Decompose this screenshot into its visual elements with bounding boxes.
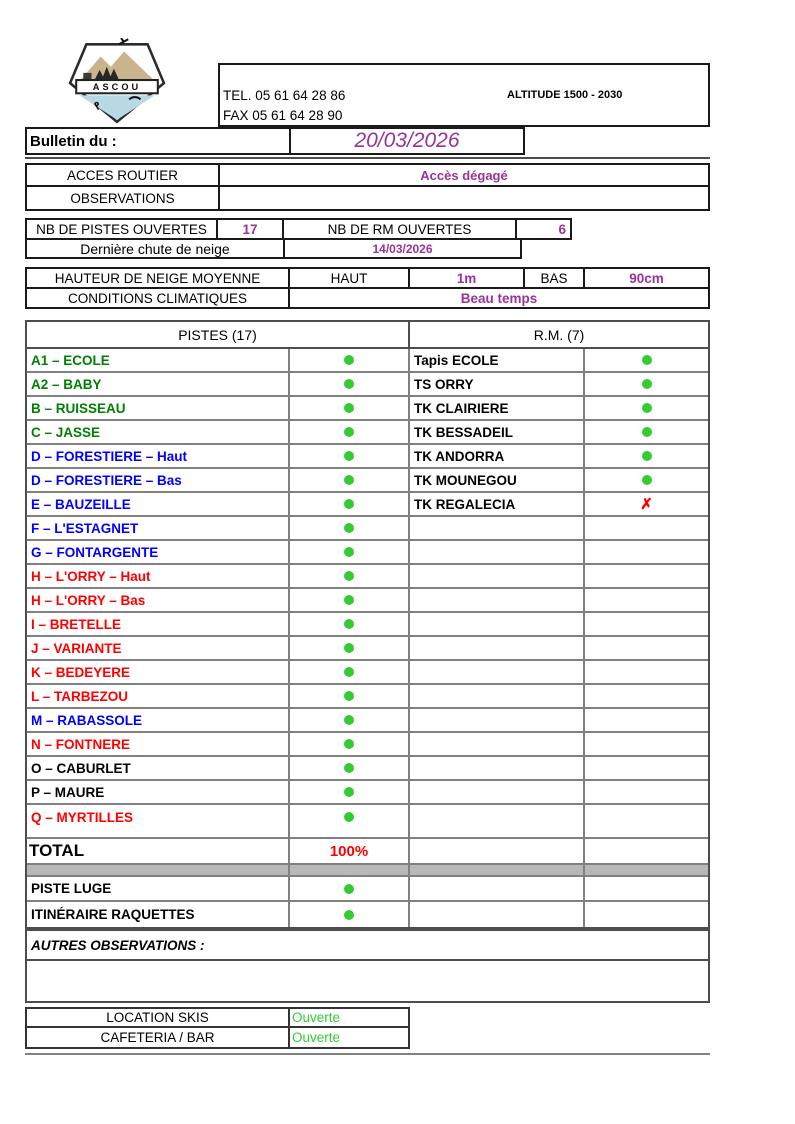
open-status-dot	[344, 595, 354, 605]
open-status-dot	[344, 475, 354, 485]
piste-rm-row	[27, 781, 708, 805]
piste-rm-row	[27, 709, 708, 733]
access-box	[25, 163, 710, 211]
rm-status-cell	[585, 589, 708, 611]
rm-status-cell	[585, 637, 708, 659]
open-status-dot	[642, 379, 652, 389]
rm-status-cell	[585, 517, 708, 539]
nb-pistes-value: 17	[218, 220, 284, 238]
empty-cell	[410, 902, 585, 927]
rm-name	[410, 709, 585, 731]
rm-name	[410, 541, 585, 563]
last-snowfall-row	[25, 238, 522, 259]
piste-name: C – JASSE	[27, 421, 290, 443]
rm-name	[410, 565, 585, 587]
rm-name: TK CLAIRIERE	[410, 397, 585, 419]
total-label: TOTAL	[27, 839, 290, 863]
piste-name: J – VARIANTE	[27, 637, 290, 659]
open-status-dot	[344, 619, 354, 629]
rm-name	[410, 589, 585, 611]
piste-rm-row	[27, 733, 708, 757]
open-status-dot	[642, 451, 652, 461]
cafeteria-bar-value: Ouverte	[292, 1030, 341, 1045]
rm-name: TK BESSADEIL	[410, 421, 585, 443]
piste-rm-row	[27, 349, 708, 373]
open-status-dot	[344, 379, 354, 389]
piste-status-cell	[290, 469, 410, 491]
piste-status-cell	[290, 349, 410, 371]
other-observations-label: AUTRES OBSERVATIONS :	[27, 931, 708, 961]
piste-status-cell	[290, 541, 410, 563]
extra-activity-label: ITINÉRAIRE RAQUETTES	[27, 902, 290, 927]
extra-rows-container	[27, 877, 708, 927]
rm-header: R.M. (7)	[533, 326, 585, 343]
closed-status-icon: ✗	[640, 495, 653, 513]
rm-name: TK MOUNEGOU	[410, 469, 585, 491]
rm-name: TK REGALECIA	[410, 493, 585, 515]
logo-text: ASCOU	[92, 82, 142, 93]
open-status-dot	[344, 787, 354, 797]
open-status-dot	[344, 691, 354, 701]
snow-height-row	[25, 267, 710, 289]
rm-name: TS ORRY	[410, 373, 585, 395]
rm-name: TK ANDORRA	[410, 445, 585, 467]
open-status-dot	[642, 355, 652, 365]
gray-cell	[27, 865, 290, 875]
snow-bottom-label: BAS	[525, 269, 585, 287]
nb-pistes-label: NB DE PISTES OUVERTES	[27, 220, 218, 238]
rm-name	[410, 781, 585, 803]
rm-name	[410, 613, 585, 635]
piste-rm-row	[27, 637, 708, 661]
empty-cell	[410, 877, 585, 900]
open-status-dot	[642, 427, 652, 437]
piste-status-cell	[290, 805, 410, 829]
piste-status-cell	[290, 517, 410, 539]
open-status-dot	[344, 715, 354, 725]
rm-name	[410, 733, 585, 755]
piste-status-cell	[290, 493, 410, 515]
piste-name: L – TARBEZOU	[27, 685, 290, 707]
location-skis-label: LOCATION SKIS	[27, 1009, 290, 1026]
piste-name: I – BRETELLE	[27, 613, 290, 635]
gray-cell	[585, 865, 708, 875]
piste-name: H – L'ORRY – Haut	[27, 565, 290, 587]
piste-rm-row	[27, 493, 708, 517]
piste-name: D – FORESTIERE – Haut	[27, 445, 290, 467]
rm-status-cell	[585, 805, 708, 829]
piste-name: O – CABURLET	[27, 757, 290, 779]
nb-rm-value: 6	[558, 221, 566, 237]
rm-name	[410, 637, 585, 659]
open-status-dot	[344, 739, 354, 749]
rm-name	[410, 685, 585, 707]
gray-cell	[410, 865, 585, 875]
piste-status-cell	[290, 613, 410, 635]
altitude-label: ALTITUDE 1500 - 2030	[507, 89, 623, 101]
rm-status-cell	[585, 421, 708, 443]
rm-status-cell	[585, 733, 708, 755]
rm-status-cell	[585, 493, 708, 515]
piste-name: N – FONTNERE	[27, 733, 290, 755]
pistes-rm-table	[25, 320, 710, 929]
piste-status-cell	[290, 421, 410, 443]
piste-status-cell	[290, 445, 410, 467]
piste-status-cell	[290, 637, 410, 659]
open-status-dot	[344, 523, 354, 533]
empty-cell	[585, 902, 708, 927]
location-skis-value: Ouverte	[292, 1010, 341, 1025]
piste-name: E – BAUZEILLE	[27, 493, 290, 515]
observations-row	[27, 187, 708, 209]
piste-name: B – RUISSEAU	[27, 397, 290, 419]
piste-status-cell	[290, 781, 410, 803]
hut-graphic	[83, 73, 91, 80]
piste-name: M – RABASSOLE	[27, 709, 290, 731]
weather-label: CONDITIONS CLIMATIQUES	[27, 289, 290, 307]
piste-name: F – L'ESTAGNET	[27, 517, 290, 539]
rm-name	[410, 517, 585, 539]
snow-bottom-value: 90cm	[629, 270, 664, 286]
piste-status-cell	[290, 397, 410, 419]
rm-status-cell	[585, 469, 708, 491]
piste-rm-row	[27, 541, 708, 565]
piste-rm-row	[27, 613, 708, 637]
rm-name: Tapis ECOLE	[410, 349, 585, 371]
piste-status-cell	[290, 685, 410, 707]
piste-status-cell	[290, 661, 410, 683]
open-status-dot	[344, 403, 354, 413]
rm-status-cell	[585, 685, 708, 707]
spacer-row	[27, 829, 708, 839]
extra-status-cell	[290, 902, 410, 927]
access-routier-row	[27, 165, 708, 187]
other-observations-value	[27, 961, 708, 1001]
pistes-header: PISTES (17)	[27, 322, 410, 347]
open-status-dot	[344, 451, 354, 461]
extra-status-cell	[290, 877, 410, 900]
rm-status-cell	[585, 397, 708, 419]
empty-cell	[27, 829, 290, 837]
piste-rows-container	[27, 349, 708, 829]
open-status-dot	[642, 403, 652, 413]
rm-status-cell	[585, 757, 708, 779]
rm-status-cell	[585, 781, 708, 803]
ascou-logo-badge	[66, 34, 168, 124]
piste-status-cell	[290, 709, 410, 731]
access-routier-label: ACCES ROUTIER	[27, 165, 220, 185]
snow-height-label: HAUTEUR DE NEIGE MOYENNE	[27, 269, 290, 287]
piste-name: H – L'ORRY – Bas	[27, 589, 290, 611]
empty-cell	[585, 839, 708, 863]
open-status-dot	[344, 427, 354, 437]
table-header-row	[27, 322, 708, 349]
piste-status-cell	[290, 589, 410, 611]
last-snowfall-label: Dernière chute de neige	[27, 240, 285, 257]
lake-graphic	[79, 95, 154, 119]
piste-name: D – FORESTIERE – Bas	[27, 469, 290, 491]
rm-name	[410, 661, 585, 683]
rm-status-cell	[585, 373, 708, 395]
piste-rm-row	[27, 661, 708, 685]
piste-name: P – MAURE	[27, 781, 290, 803]
snow-top-label: HAUT	[290, 269, 410, 287]
piste-status-cell	[290, 373, 410, 395]
open-status-dot	[344, 667, 354, 677]
open-status-dot	[344, 571, 354, 581]
piste-rm-row	[27, 589, 708, 613]
open-status-dot	[344, 910, 354, 920]
section-divider	[25, 157, 710, 159]
rm-name	[410, 805, 585, 829]
open-status-dot	[344, 499, 354, 509]
rm-status-cell	[585, 661, 708, 683]
extra-activity-row	[27, 877, 708, 902]
counts-row	[25, 218, 572, 240]
empty-cell	[585, 829, 708, 837]
other-observations-box	[25, 929, 710, 1003]
rm-status-cell	[585, 445, 708, 467]
piste-rm-row	[27, 685, 708, 709]
open-status-dot	[344, 763, 354, 773]
piste-name: G – FONTARGENTE	[27, 541, 290, 563]
nb-rm-label: NB DE RM OUVERTES	[284, 220, 517, 238]
piste-name: Q – MYRTILLES	[27, 805, 290, 829]
piste-rm-row	[27, 757, 708, 781]
access-routier-value: Accès dégagé	[420, 167, 508, 183]
rm-status-cell	[585, 349, 708, 371]
piste-status-cell	[290, 757, 410, 779]
piste-rm-row	[27, 397, 708, 421]
weather-row	[25, 287, 710, 309]
piste-name: A1 – ECOLE	[27, 349, 290, 371]
extra-activity-label: PISTE LUGE	[27, 877, 290, 900]
rm-status-cell	[585, 613, 708, 635]
services-box	[25, 1007, 410, 1049]
piste-status-cell	[290, 733, 410, 755]
total-value: 100%	[290, 839, 410, 863]
rm-name	[410, 757, 585, 779]
bulletin-date: 20/03/2026	[290, 127, 525, 155]
open-status-dot	[344, 812, 354, 822]
piste-rm-row	[27, 373, 708, 397]
open-status-dot	[344, 884, 354, 894]
fax-line: FAX 05 61 64 28 90	[223, 108, 343, 123]
rm-status-cell	[585, 541, 708, 563]
empty-cell	[290, 829, 410, 837]
last-snowfall-date: 14/03/2026	[372, 241, 433, 256]
rm-status-cell	[585, 709, 708, 731]
open-status-dot	[344, 643, 354, 653]
open-status-dot	[642, 475, 652, 485]
piste-rm-row	[27, 469, 708, 493]
empty-cell	[585, 877, 708, 900]
snow-top-value: 1m	[410, 269, 525, 287]
piste-rm-row	[27, 445, 708, 469]
bulletin-label: Bulletin du :	[25, 127, 290, 155]
piste-rm-row	[27, 565, 708, 589]
piste-name: A2 – BABY	[27, 373, 290, 395]
ascou-logo	[66, 34, 168, 124]
observations-value	[220, 187, 708, 209]
piste-name: K – BEDEYERE	[27, 661, 290, 683]
open-status-dot	[344, 355, 354, 365]
bottom-border-line	[25, 1053, 710, 1055]
extra-activity-row	[27, 902, 708, 927]
contact-box	[218, 63, 710, 127]
location-skis-row	[27, 1009, 408, 1028]
cafeteria-bar-row	[27, 1028, 408, 1047]
piste-rm-row	[27, 517, 708, 541]
gray-cell	[290, 865, 410, 875]
piste-rm-row	[27, 805, 708, 829]
bulletin-row	[25, 127, 525, 154]
cafeteria-bar-label: CAFETERIA / BAR	[27, 1028, 290, 1047]
rm-status-cell	[585, 565, 708, 587]
tel-line: TEL. 05 61 64 28 86	[223, 88, 346, 103]
piste-rm-row	[27, 421, 708, 445]
observations-label: OBSERVATIONS	[27, 187, 220, 209]
empty-cell	[410, 829, 585, 837]
gray-separator-row	[27, 865, 708, 877]
total-row	[27, 839, 708, 865]
weather-value: Beau temps	[460, 290, 538, 306]
open-status-dot	[344, 547, 354, 557]
piste-status-cell	[290, 565, 410, 587]
empty-cell	[410, 839, 585, 863]
